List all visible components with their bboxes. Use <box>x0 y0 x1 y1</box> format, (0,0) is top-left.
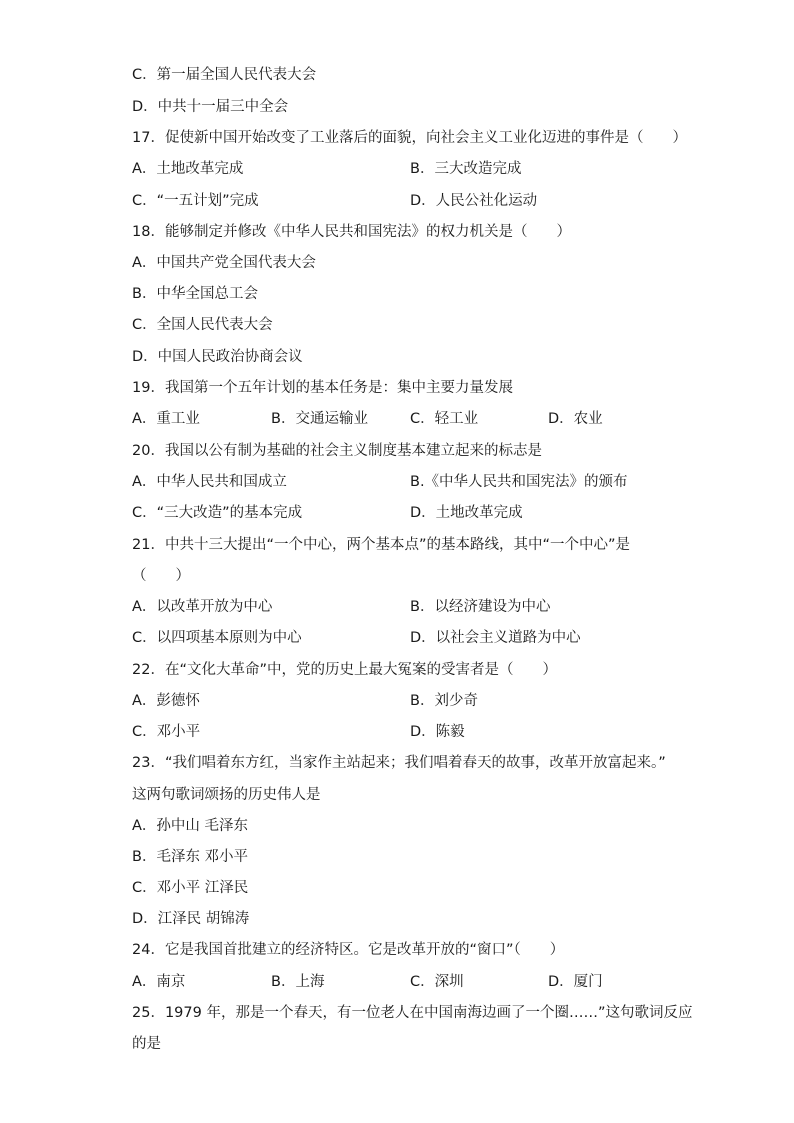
question-25: 25．1979 年，那是一个春天，有一位老人在中国南海边画了一个圈……”这句歌词反应 <box>132 1005 693 1021</box>
q17-option-b: B．三大改造完成 <box>410 161 522 177</box>
q22-option-d: D．陈毅 <box>410 724 465 740</box>
question-18: 18．能够制定并修改《中华人民共和国宪法》的权力机关是（ ） <box>132 224 571 240</box>
q22-option-a: A．彭德怀 <box>132 693 200 709</box>
q24-option-a: A．南京 <box>132 974 186 990</box>
option-d: D．中共十一届三中全会 <box>132 99 289 115</box>
q20-option-b: B.《中华人民共和国宪法》的颁布 <box>410 474 628 490</box>
q19-option-d: D．农业 <box>548 411 603 427</box>
q18-option-c: C．全国人民代表大会 <box>132 317 273 333</box>
q19-option-c: C．轻工业 <box>410 411 479 427</box>
q21-option-b: B．以经济建设为中心 <box>410 599 551 615</box>
q24-option-b: B．上海 <box>271 974 325 990</box>
q24-option-d: D．厦门 <box>548 974 603 990</box>
question-17: 17．促使新中国开始改变了工业落后的面貌，向社会主义工业化迈进的事件是（ ） <box>132 130 687 146</box>
q21-option-d: D．以社会主义道路为中心 <box>410 630 581 646</box>
q23-option-c: C．邓小平 江泽民 <box>132 880 249 896</box>
question-19: 19．我国第一个五年计划的基本任务是：集中主要力量发展 <box>132 380 513 396</box>
question-24: 24．它是我国首批建立的经济特区。它是改革开放的“窗口”（ ） <box>132 942 565 958</box>
option-c: C．第一届全国人民代表大会 <box>132 67 317 83</box>
question-23-cont: 这两句歌词颂扬的历史伟人是 <box>132 787 321 803</box>
question-20: 20．我国以公有制为基础的社会主义制度基本建立起来的标志是 <box>132 443 542 459</box>
question-25-cont: 的是 <box>132 1036 161 1052</box>
q18-option-a: A．中国共产党全国代表大会 <box>132 255 316 271</box>
q20-option-a: A．中华人民共和国成立 <box>132 474 287 490</box>
q22-option-c: C．邓小平 <box>132 724 201 740</box>
q23-option-b: B．毛泽东 邓小平 <box>132 849 249 865</box>
q19-option-b: B．交通运输业 <box>271 411 368 427</box>
q18-option-d: D．中国人民政治协商会议 <box>132 349 303 365</box>
q21-option-c: C．以四项基本原则为中心 <box>132 630 302 646</box>
q20-option-c: C．“三大改造”的基本完成 <box>132 505 303 521</box>
q17-option-d: D．人民公社化运动 <box>410 193 538 209</box>
q24-option-c: C．深圳 <box>410 974 464 990</box>
q22-option-b: B．刘少奇 <box>410 693 478 709</box>
question-22: 22．在“文化大革命”中，党的历史上最大冤案的受害者是（ ） <box>132 662 557 678</box>
question-21: 21．中共十三大提出“一个中心，两个基本点”的基本路线，其中“一个中心”是 <box>132 537 630 553</box>
question-21-blank: （ ） <box>132 568 190 584</box>
q23-option-d: D．江泽民 胡锦涛 <box>132 911 250 927</box>
question-23: 23．“我们唱着东方红，当家作主站起来；我们唱着春天的故事，改革开放富起来。” <box>132 755 666 771</box>
q20-option-d: D．土地改革完成 <box>410 505 523 521</box>
q18-option-b: B．中华全国总工会 <box>132 286 258 302</box>
q17-option-c: C．“一五计划”完成 <box>132 193 259 209</box>
q17-option-a: A．土地改革完成 <box>132 161 244 177</box>
q23-option-a: A．孙中山 毛泽东 <box>132 818 249 834</box>
q19-option-a: A．重工业 <box>132 411 200 427</box>
q21-option-a: A．以改革开放为中心 <box>132 599 273 615</box>
